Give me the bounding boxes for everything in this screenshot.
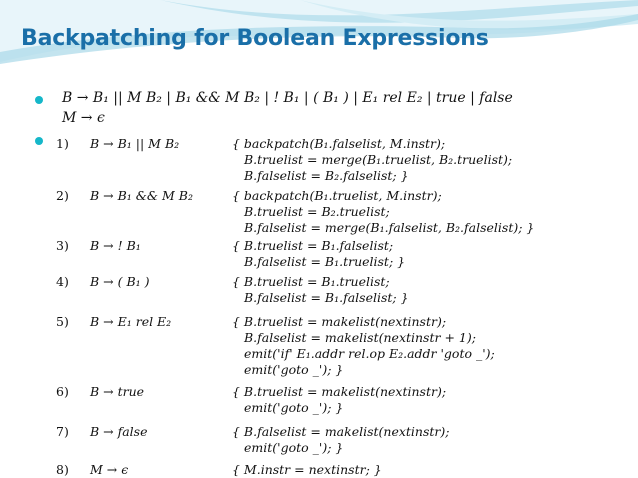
action-line: { M.instr = nextinstr; } [232,462,382,477]
rule-number: 8) [56,462,69,477]
rule-production: B → B₁ || M B₂ [90,136,180,151]
action-line: emit('goto _'); } [244,400,344,415]
rule-actions [232,384,446,416]
grammar-definition [62,88,622,128]
action-line: { B.truelist = makelist(nextinstr); [232,384,447,399]
bullet-icon [35,96,43,104]
action-line: { B.truelist = makelist(nextinstr); [232,314,447,329]
action-line: B.falselist = B₁.falselist; } [244,290,409,305]
rule-number: 7) [56,424,69,439]
rule-actions [232,188,534,236]
action-line: emit('goto _'); } [244,440,344,455]
rule-production: B → B₁ && M B₂ [90,188,193,203]
rule-production: B → E₁ rel E₂ [90,314,172,329]
action-line: emit('if' E₁.addr rel.op E₂.addr 'goto _'); [244,346,495,361]
action-line: { backpatch(B₁.truelist, M.instr); [232,188,442,203]
rule-number: 1) [56,136,69,151]
action-line: B.falselist = B₂.falselist; } [244,168,409,183]
action-line: emit('goto _'); } [244,362,344,377]
action-line: B.truelist = B₂.truelist; [244,204,390,219]
rule-actions [232,462,382,478]
action-line: B.falselist = makelist(nextinstr + 1); [244,330,476,345]
rule-production: B → false [90,424,148,439]
rule-actions [232,238,405,270]
grammar-line: B → B₁ || M B₂ | B₁ && M B₂ | ! B₁ | ( B₁ ) | E₁ rel E₂ | true | false [62,90,513,106]
bullet-icon [35,137,43,145]
rule-actions [232,424,450,456]
slide-title: Backpatching for Boolean Expressions [21,26,489,51]
rule-production: B → ( B₁ ) [90,274,150,289]
rule-production: B → true [90,384,145,399]
action-line: { B.truelist = B₁.falselist; [232,238,394,253]
rule-number: 3) [56,238,69,253]
action-line: B.truelist = merge(B₁.truelist, B₂.truelist); [244,152,513,167]
action-line: B.falselist = merge(B₁.falselist, B₂.falselist); } [244,220,535,235]
translation-scheme-table [54,130,534,478]
grammar-line: M → ϵ [62,110,105,126]
rule-actions [232,136,512,184]
rule-number: 4) [56,274,69,289]
rule-number: 5) [56,314,69,329]
rule-number: 6) [56,384,69,399]
rule-production: B → ! B₁ [90,238,141,253]
action-line: { backpatch(B₁.falselist, M.instr); [232,136,446,151]
action-line: { B.falselist = makelist(nextinstr); [232,424,450,439]
action-line: { B.truelist = B₁.truelist; [232,274,390,289]
rule-number: 2) [56,188,69,203]
rule-actions [232,314,495,378]
rule-actions [232,274,409,306]
rule-production: M → ϵ [90,462,129,477]
action-line: B.falselist = B₁.truelist; } [244,254,406,269]
